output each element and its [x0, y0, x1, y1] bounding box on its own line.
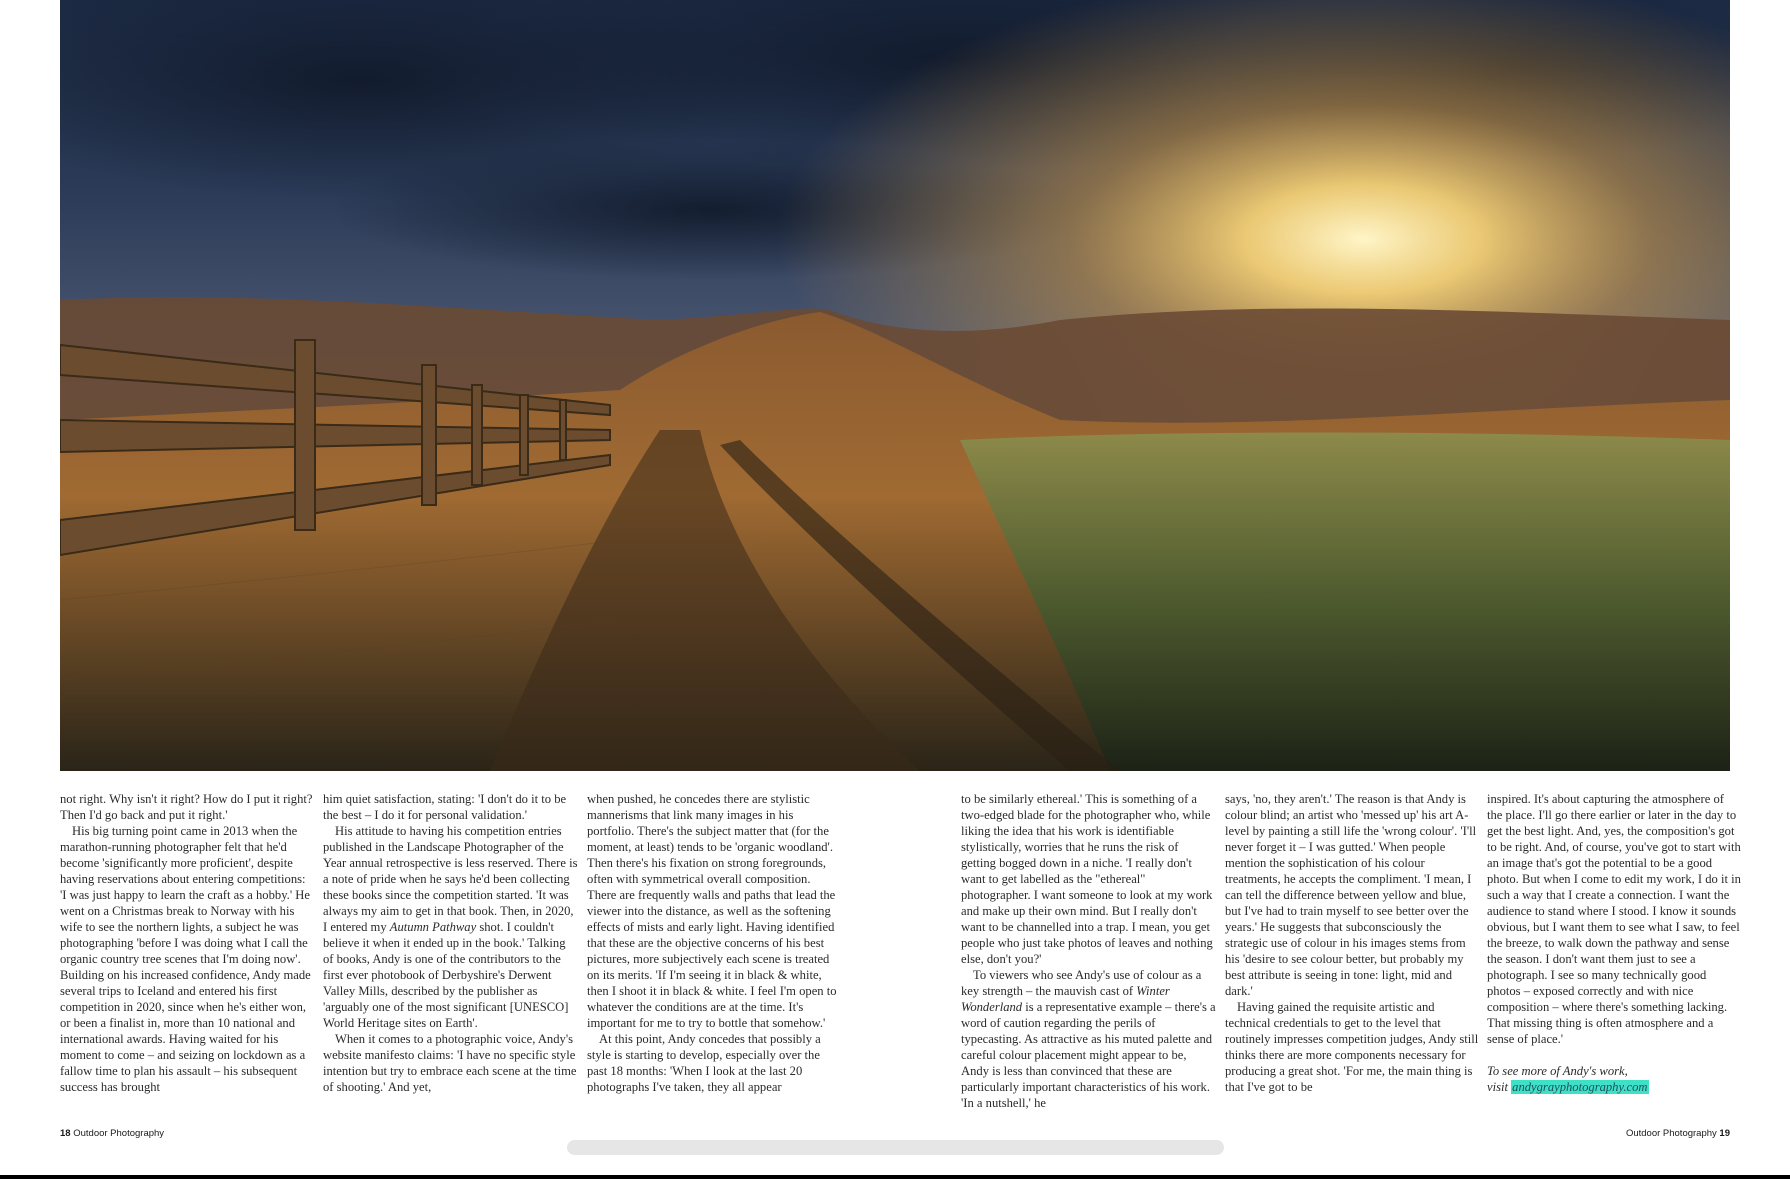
- paragraph: [961, 967, 1216, 1111]
- text-run: His attitude to having his competition entries published in the Landscape Photographer of the Year annual retrospective is less reserved. There is a note of pride when he says he'd been collecting these books since the competition started. 'It was always my aim to get in that book. Then, in 2020, I entered my: [323, 824, 578, 934]
- folio-left: [60, 1128, 164, 1139]
- credit-visit: visit: [1487, 1080, 1512, 1094]
- article-column-1: [60, 791, 315, 1095]
- paragraph: when pushed, he concedes there are stylistic mannerisms that link many images in his portfolio. There's the subject matter that (for the moment, at least) tends to be 'organic woodland'. Then there's his fixation on strong foregrounds, often with symmetrical overall composition. There are frequently walls and paths that lead the viewer into the distance, as well as the softening effects of mists and early light. Having identified that these are the objective concerns of his best pictures, more subjectively each scene is treated on its merits. 'If I'm seeing it in black & white, then I shoot it in black & white. I feel I'm open to whatever the conditions are at the time. It's important for me to try to bottle that somehow.': [587, 792, 837, 1030]
- paragraph: not right. Why isn't it right? How do I put it right? Then I'd go back and put it right.': [60, 792, 313, 822]
- article-column-5: [1225, 791, 1480, 1095]
- text-run: shot. I couldn't believe it when it ended up in the book.' Talking of books, Andy is one of the contributors to the first ever photobook of Derbyshire's Derwent Valley Mills, described by the publisher as 'arguably one of the most significant [UNESCO] World Heritage sites on Earth'.: [323, 920, 569, 1030]
- horizontal-scrollbar-thumb[interactable]: [567, 1140, 1224, 1155]
- magazine-title-right: Outdoor Photography: [1625, 1128, 1717, 1139]
- photo-title-italic: Autumn Pathway: [389, 920, 477, 934]
- website-link[interactable]: andygrayphotography.com: [1512, 1080, 1648, 1094]
- paragraph: His big turning point came in 2013 when the marathon-running photographer felt that he'd become 'significantly more proficient', despite having reservations about entering competitions: 'I was just happy to learn the craft as a hobby.' He went on a Christmas break to Norway with his wife to see the northern lights, a subject he was photographing 'before I was doing what I call the organic country tree scenes that I'm doing now'. Building on his increased confidence, Andy made several trips to Iceland and entered his first competition in 2020, since when he's either won, or been a finalist in, more than 10 national and international awards. Having waited for his moment to come – and seizing on lockdown as a fallow time to plan his assault – his subsequent success has brought: [60, 824, 311, 1094]
- landscape-photo-graphic: [60, 0, 1730, 771]
- article-column-3: [587, 791, 842, 1095]
- page-number-left: 18: [60, 1128, 71, 1139]
- paragraph: When it comes to a photographic voice, Andy's website manifesto claims: 'I have no specific style intention but try to embrace each scene at the time of shooting.' And yet,: [323, 1032, 577, 1094]
- website-credit: [1487, 1063, 1742, 1095]
- article-column-6: [1487, 791, 1742, 1095]
- paragraph: [323, 823, 578, 1031]
- credit-line: To see more of Andy's work,: [1487, 1064, 1628, 1078]
- magazine-title-left: Outdoor Photography: [73, 1128, 165, 1139]
- article-column-2: [323, 791, 578, 1095]
- landscape-photo: [60, 0, 1730, 771]
- window-bottom-edge: [0, 1175, 1790, 1179]
- paragraph: At this point, Andy concedes that possibly a style is starting to develop, especially over the past 18 months: 'When I look at the last 20 photographs I've taken, they all appear: [587, 1032, 821, 1094]
- text-run: is a representative example – there's a word of caution regarding the perils of typecasting. As attractive as his muted palette and careful colour placement might appear to be, Andy is less than convinced that these are particularly important characteristics of his work. 'In a nutshell,' he: [961, 1000, 1216, 1110]
- paragraph: says, 'no, they aren't.' The reason is that Andy is colour blind; an artist who 'messed up' his art A-level by painting a still life the 'wrong colour'. 'I'll never forget it – I was gutted.' When people mention the sophistication of his colour treatments, he accepts the compliment. 'I mean, I can tell the difference between yellow and blue, but I've had to train myself to see better over the years.' He suggests that subconsciously the strategic use of colour in his images stems from his 'desire to see colour better, but probably my best attribute is seeing in tone: light, mid and dark.': [1225, 792, 1477, 998]
- text-run: To viewers who see Andy's use of colour as a key strength – the mauvish cast of: [961, 968, 1202, 998]
- paragraph: him quiet satisfaction, stating: 'I don't do it to be the best – I do it for personal validation.': [323, 792, 567, 822]
- paragraph: Having gained the requisite artistic and technical credentials to get to the level that routinely impresses competition judges, Andy still thinks there are more components necessary for producing a great shot. 'For me, the main thing is that I've got to be: [1225, 1000, 1479, 1094]
- article-column-4: [961, 791, 1216, 1111]
- paragraph: inspired. It's about capturing the atmosphere of the place. I'll go there earlier or later in the day to get the best light. And, yes, the composition's got to be right. And, of course, you've got to start with an image that's got the potential to be a good photo. But when I come to edit my work, I do it in such a way that I create a connection. I want the audience to stand where I stood. I know it sounds obvious, but I want them to see what I saw, to feel the breeze, to walk down the pathway and sense the season. I don't want them just to see a photograph. I see so many technically good photos – exposed correctly and with nice composition – where there's something lacking. That missing thing is often atmosphere and a sense of place.': [1487, 792, 1741, 1046]
- folio-right: [1626, 1128, 1730, 1139]
- paragraph: to be similarly ethereal.' This is something of a two-edged blade for the photographer who, while liking the idea that his work is identifiable stylistically, worries that he runs the risk of getting bogged down in a niche. 'I really don't want to get labelled as the "ethereal" photographer. I want someone to look at my work and make up their own mind. But I really don't want to be channelled into a trap. I mean, you get people who just take photos of leaves and nothing else, don't you?': [961, 792, 1213, 966]
- page-number-right: 19: [1719, 1128, 1730, 1139]
- photo-title-italic: Winter Wonderland: [961, 984, 1170, 1014]
